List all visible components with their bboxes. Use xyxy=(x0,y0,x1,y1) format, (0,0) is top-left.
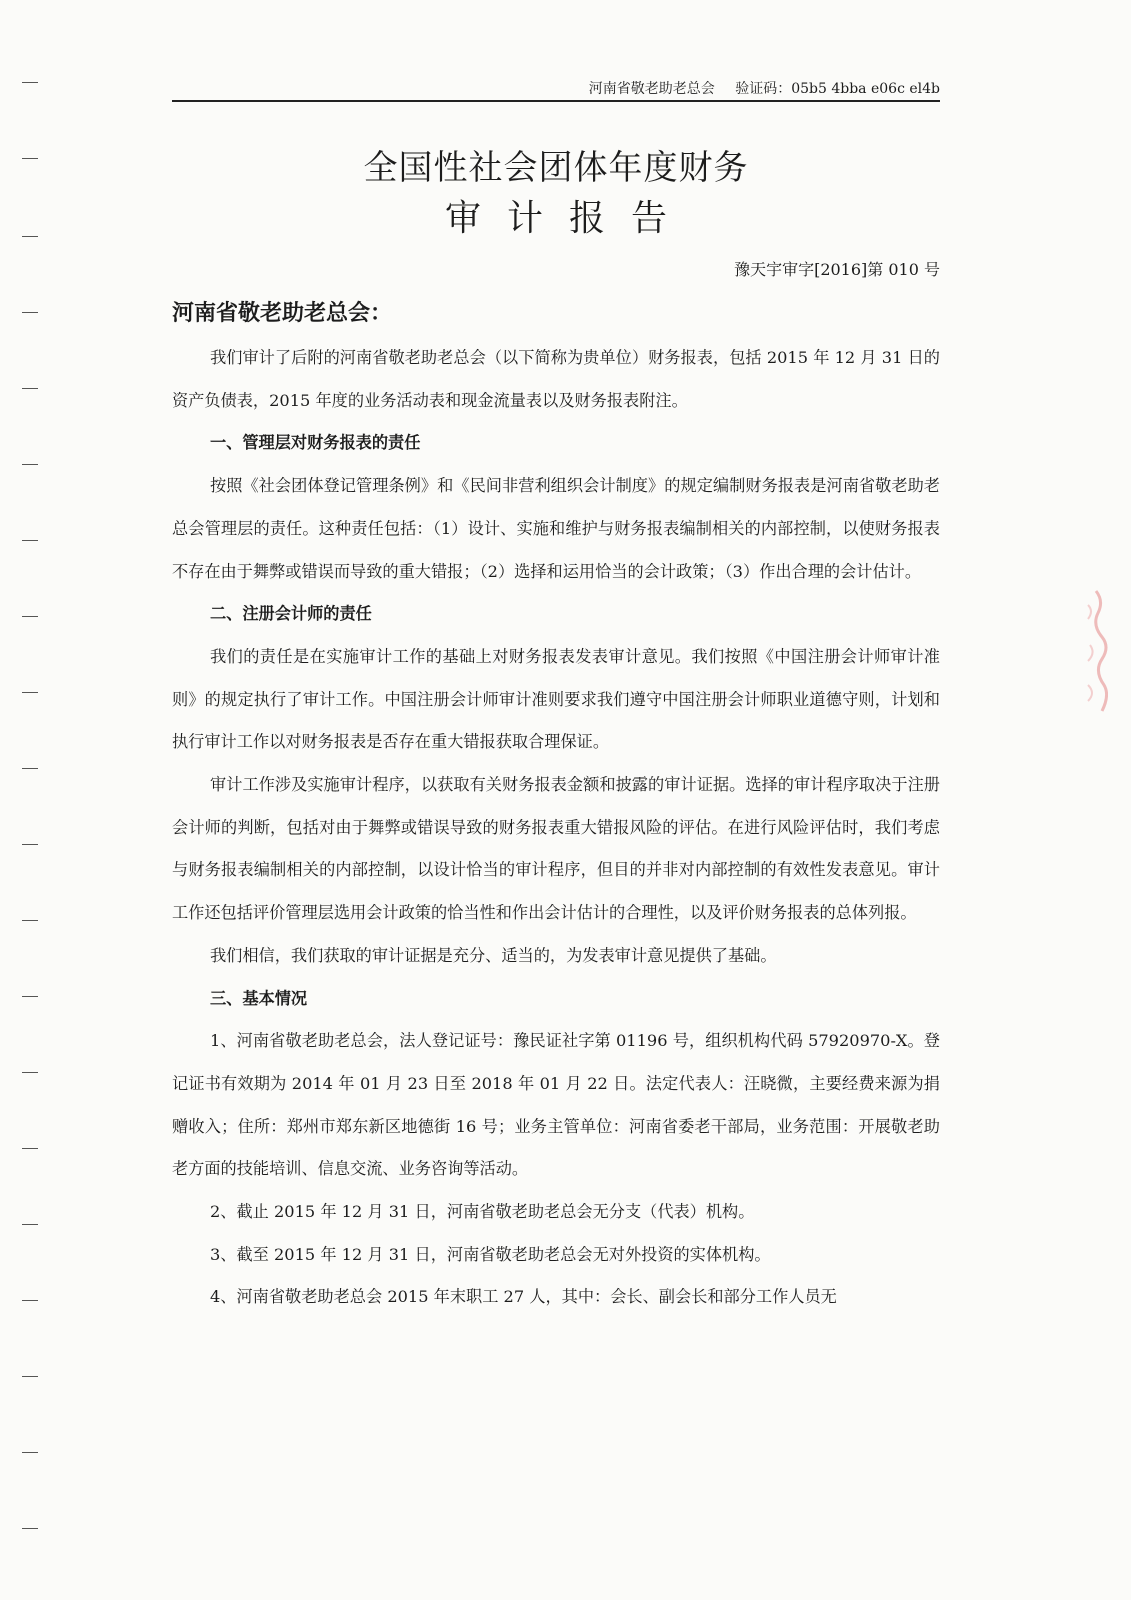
paragraph-management-responsibility: 按照《社会团体登记管理条例》和《民间非营利组织会计制度》的规定编制财务报表是河南省敬老助老总会管理层的责任。这种责任包括：（1）设计、实施和维护与财务报表编制相关的内部控制，以使财务报表不存在由于舞弊或错误而导致的重大错报；（2）选择和运用恰当的会计政策；（3）作出合理的会计估计。 xyxy=(172,476,940,581)
header-org: 河南省敬老助老总会 xyxy=(588,81,715,97)
scan-edge-mark xyxy=(22,1376,38,1377)
header-rule xyxy=(172,100,940,102)
scan-edge-mark xyxy=(22,158,38,159)
scan-edge-mark xyxy=(22,540,38,541)
document-number: 豫天宇审字[2016]第 010 号 xyxy=(734,260,940,279)
scan-edge-mark xyxy=(22,1452,38,1453)
section-heading-2: 二、注册会计师的责任 xyxy=(210,604,372,624)
basic-info-item-2: 2、截止 2015 年 12 月 31 日，河南省敬老助老总会无分支（代表）机构。 xyxy=(210,1202,755,1222)
basic-info-item-1: 1、河南省敬老助老总会，法人登记证号：豫民证社字第 01196 号，组织机构代码 57920970-X。登记证书有效期为 2014 年 01 月 23 日至 2018 年 01 月 22 日。法定代表人：汪晓微，主要经费来源为捐赠收入；住所：郑州市郑东新区地德街 16 号；业务主管单位：河南省委老干部局，业务范围：开展敬老助老方面的技能培训、信息交流、业务咨询等活动。 xyxy=(172,1031,940,1179)
scan-edge-mark xyxy=(22,1224,38,1225)
page-header xyxy=(172,78,940,102)
scan-edge-mark xyxy=(22,616,38,617)
scan-edge-mark xyxy=(22,82,38,83)
scan-edge-mark xyxy=(22,388,38,389)
scan-edge-mark xyxy=(22,236,38,237)
scan-edge-mark xyxy=(22,1072,38,1073)
scan-edge-mark xyxy=(22,1300,38,1301)
paragraph-audit-evidence: 我们相信，我们获取的审计证据是充分、适当的，为发表审计意见提供了基础。 xyxy=(210,945,777,965)
scan-edge-mark xyxy=(22,844,38,845)
paragraph-auditor-responsibility: 我们的责任是在实施审计工作的基础上对财务报表发表审计意见。我们按照《中国注册会计师审计准则》的规定执行了审计工作。中国注册会计师审计准则要求我们遵守中国注册会计师职业道德守则，计划和执行审计工作以对财务报表是否存在重大错报获取合理保证。 xyxy=(172,646,940,752)
scan-edge-mark xyxy=(22,464,38,465)
scan-edge-mark xyxy=(22,768,38,769)
scan-edge-mark xyxy=(22,1528,38,1529)
basic-info-item-4: 4、河南省敬老助老总会 2015 年末职工 27 人，其中：会长、副会长和部分工作人员无 xyxy=(210,1287,837,1307)
report-body xyxy=(172,337,940,1319)
section-heading-3: 三、基本情况 xyxy=(210,988,308,1008)
intro-paragraph: 我们审计了后附的河南省敬老助老总会（以下简称为贵单位）财务报表，包括 2015 年 12 月 31 日的资产负债表，2015 年度的业务活动表和现金流量表以及财务报表附注。 xyxy=(172,348,940,410)
stamp-residue-mark xyxy=(1078,585,1108,725)
scan-edge-mark xyxy=(22,920,38,921)
header-verify-code: 验证码：05b5 4bba e06c el4b xyxy=(735,81,940,97)
section-heading-1: 一、管理层对财务报表的责任 xyxy=(210,433,421,453)
report-title: 全国性社会团体年度财务 xyxy=(363,148,749,188)
scan-edge-mark xyxy=(22,312,38,313)
scan-edge-mark xyxy=(22,996,38,997)
report-subtitle: 审计报告 xyxy=(444,198,693,239)
basic-info-item-3: 3、截至 2015 年 12 月 31 日，河南省敬老助老总会无对外投资的实体机构。 xyxy=(210,1244,771,1264)
scan-edge-mark xyxy=(22,1148,38,1149)
paragraph-audit-procedures: 审计工作涉及实施审计程序，以获取有关财务报表金额和披露的审计证据。选择的审计程序取决于注册会计师的判断，包括对由于舞弊或错误导致的财务报表重大错报风险的评估。在进行风险评估时，我们考虑与财务报表编制相关的内部控制，以设计恰当的审计程序，但目的并非对内部控制的有效性发表意见。审计工作还包括评价管理层选用会计政策的恰当性和作出会计估计的合理性，以及评价财务报表的总体列报。 xyxy=(172,775,940,923)
addressee: 河南省敬老助老总会： xyxy=(172,301,393,326)
scan-edge-mark xyxy=(22,692,38,693)
